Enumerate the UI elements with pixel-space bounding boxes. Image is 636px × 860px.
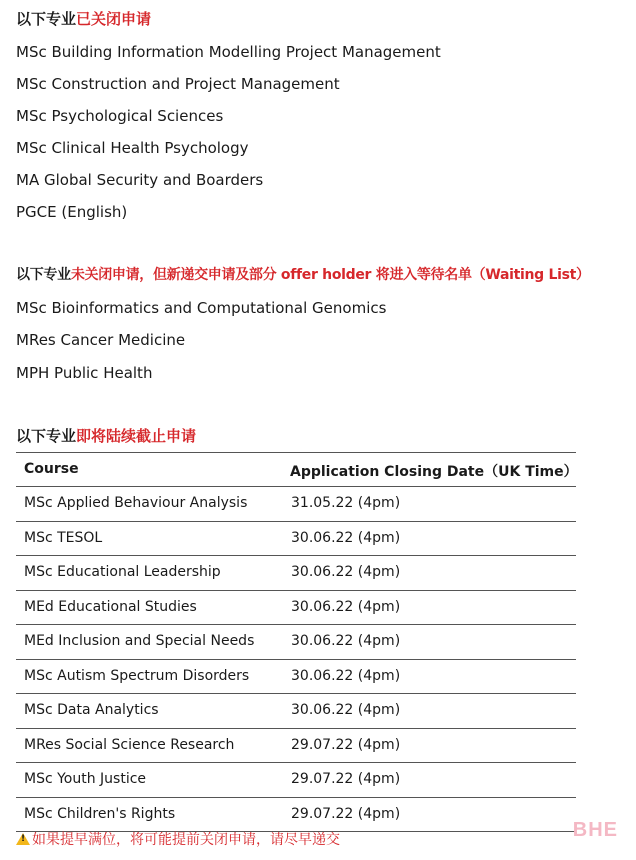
closing-date-cell: 30.06.22 (4pm) bbox=[291, 598, 401, 615]
course-cell: MSc Applied Behaviour Analysis bbox=[24, 495, 248, 511]
closing-date-cell: 29.07.22 (4pm) bbox=[291, 805, 401, 822]
waiting-heading-prefix: 以下专业 bbox=[16, 267, 71, 283]
waiting-heading-highlight: 未关闭申请，但新递交申请及部分 offer holder 将进入等待名单（Waiting List） bbox=[70, 267, 590, 283]
closing-date-cell: 30.06.22 (4pm) bbox=[291, 564, 401, 580]
warning-text: 如果提早满位，将可能提前关闭申请，请尽早递交 bbox=[32, 832, 340, 848]
closing-heading-highlight: 即将陆续截止申请 bbox=[76, 427, 197, 445]
closing-heading-prefix: 以下专业 bbox=[16, 427, 77, 445]
closing-section-heading bbox=[16, 426, 196, 446]
course-cell: MSc Youth Justice bbox=[24, 771, 147, 787]
course-column-header: Course bbox=[24, 461, 79, 477]
course-cell: MSc Autism Spectrum Disorders bbox=[24, 667, 250, 684]
table-row bbox=[16, 591, 576, 626]
closing-date-column-header: Application Closing Date（UK Time） bbox=[290, 464, 578, 480]
table-row bbox=[16, 556, 576, 591]
closed-item: MSc Clinical Health Psychology bbox=[16, 139, 249, 157]
table-row bbox=[16, 798, 576, 833]
course-cell: MRes Social Science Research bbox=[24, 736, 235, 753]
closing-date-cell: 30.06.22 (4pm) bbox=[291, 633, 401, 649]
early-close-warning bbox=[16, 831, 340, 849]
table-row bbox=[16, 729, 576, 764]
course-cell: MSc Data Analytics bbox=[24, 702, 159, 718]
closed-item: MSc Construction and Project Management bbox=[16, 75, 340, 93]
table-row bbox=[16, 487, 576, 522]
closed-section-heading bbox=[16, 9, 151, 29]
closing-date-cell: 29.07.22 (4pm) bbox=[291, 771, 401, 787]
closed-item: MSc Psychological Sciences bbox=[16, 107, 224, 125]
course-cell: MEd Educational Studies bbox=[24, 598, 197, 615]
closed-heading-prefix: 以下专业 bbox=[16, 10, 77, 28]
course-cell: MSc Children's Rights bbox=[24, 805, 176, 822]
table-row bbox=[16, 625, 576, 660]
closed-item: MA Global Security and Boarders bbox=[16, 171, 264, 189]
table-row bbox=[16, 763, 576, 798]
waiting-section-heading bbox=[16, 265, 590, 285]
closed-item: PGCE (English) bbox=[16, 203, 128, 221]
waiting-item: MRes Cancer Medicine bbox=[16, 331, 186, 349]
waiting-item: MSc Bioinformatics and Computational Genomics bbox=[16, 299, 387, 317]
closing-date-cell: 29.07.22 (4pm) bbox=[291, 736, 401, 753]
course-cell: MEd Inclusion and Special Needs bbox=[24, 633, 255, 649]
bhe-watermark: BHE bbox=[572, 819, 618, 841]
table-row bbox=[16, 660, 576, 695]
closing-dates-table bbox=[16, 452, 576, 832]
table-row bbox=[16, 522, 576, 557]
closing-date-cell: 30.06.22 (4pm) bbox=[291, 667, 401, 684]
waiting-item: MPH Public Health bbox=[16, 364, 153, 382]
table-row bbox=[16, 694, 576, 729]
table-header-row bbox=[16, 452, 576, 487]
closed-heading-highlight: 已关闭申请 bbox=[76, 10, 152, 28]
closed-item: MSc Building Information Modelling Project Management bbox=[16, 43, 441, 61]
course-cell: MSc TESOL bbox=[24, 529, 103, 546]
closing-date-cell: 30.06.22 (4pm) bbox=[291, 702, 401, 718]
closing-date-cell: 31.05.22 (4pm) bbox=[291, 495, 401, 511]
course-cell: MSc Educational Leadership bbox=[24, 564, 221, 580]
warning-icon bbox=[16, 833, 30, 845]
closing-date-cell: 30.06.22 (4pm) bbox=[291, 529, 401, 546]
